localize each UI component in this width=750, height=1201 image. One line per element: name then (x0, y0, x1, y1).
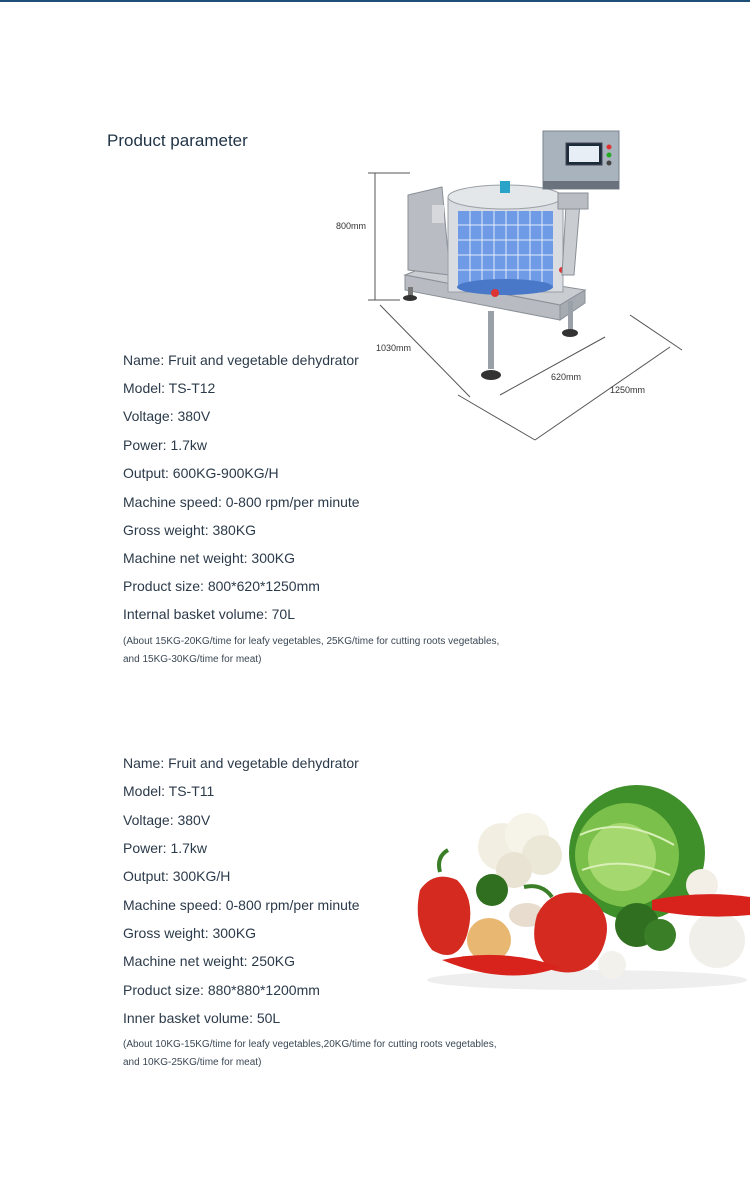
dimension-height-label: 800mm (336, 221, 367, 231)
spec-power: Power: 1.7kw (123, 840, 208, 856)
spec-machine-speed: Machine speed: 0-800 rpm/per minute (123, 494, 360, 510)
spec-voltage: Voltage: 380V (123, 812, 211, 828)
top-accent-bar (0, 0, 750, 2)
spec-name: Name: Fruit and vegetable dehydrator (123, 352, 359, 368)
spec-note (123, 1036, 543, 1072)
spec-gross-weight: Gross weight: 300KG (123, 925, 257, 941)
spec-voltage: Voltage: 380V (123, 408, 211, 424)
spec-net-weight: Machine net weight: 300KG (123, 550, 295, 566)
spec-model: Model: TS-T11 (123, 783, 215, 799)
spec-power: Power: 1.7kw (123, 437, 208, 453)
spec-basket-volume: Internal basket volume: 70L (123, 606, 295, 622)
dimension-length-label: 1250mm (610, 385, 646, 395)
spec-note-line-1: (About 10KG-15KG/time for leafy vegetables,20KG/time for cutting roots vegetables, (123, 1039, 497, 1050)
section-title: Product parameter (107, 131, 248, 150)
spec-model: Model: TS-T12 (123, 380, 216, 396)
spec-note-line-2: and 15KG-30KG/time for meat) (123, 654, 262, 665)
spec-note-line-2: and 10KG-25KG/time for meat) (123, 1057, 262, 1068)
spec-product-size: Product size: 800*620*1250mm (123, 578, 320, 594)
machine-illustration (330, 125, 690, 445)
spec-basket-volume: Inner basket volume: 50L (123, 1010, 281, 1026)
spec-note (123, 633, 543, 669)
spec-gross-weight: Gross weight: 380KG (123, 522, 257, 538)
spec-output: Output: 600KG-900KG/H (123, 465, 279, 481)
spec-name: Name: Fruit and vegetable dehydrator (123, 755, 359, 771)
spec-output: Output: 300KG/H (123, 868, 231, 884)
spec-product-size: Product size: 880*880*1200mm (123, 982, 320, 998)
vegetables-illustration (412, 775, 750, 1000)
spec-machine-speed: Machine speed: 0-800 rpm/per minute (123, 897, 360, 913)
dimension-width-label: 620mm (551, 372, 582, 382)
spec-note-line-1: (About 15KG-20KG/time for leafy vegetables, 25KG/time for cutting roots vegetables, (123, 636, 500, 647)
spec-net-weight: Machine net weight: 250KG (123, 953, 295, 969)
dimension-depth-label: 1030mm (376, 343, 412, 353)
